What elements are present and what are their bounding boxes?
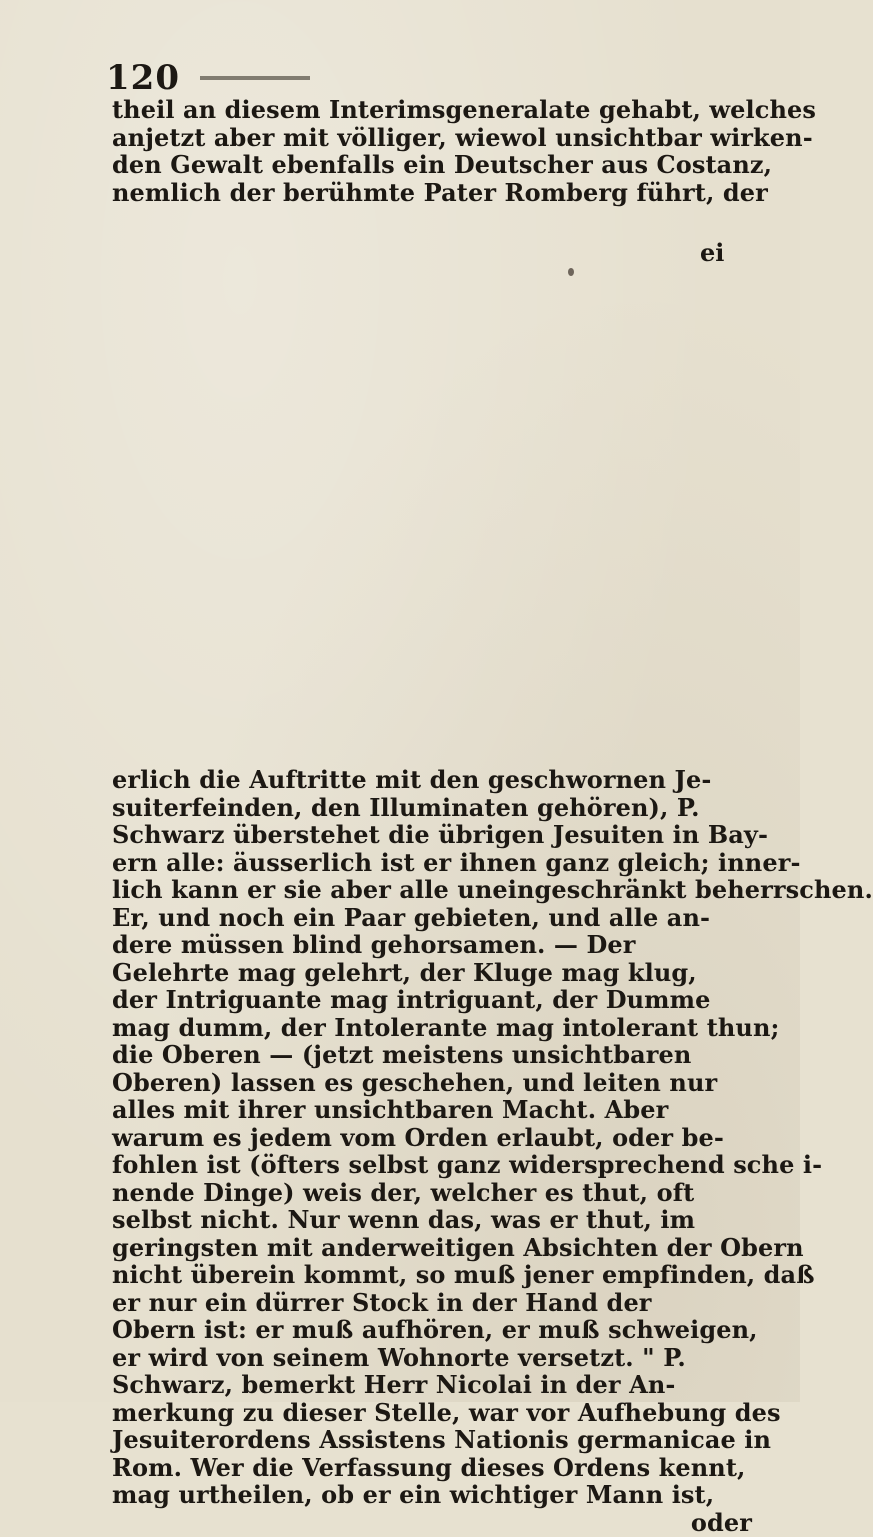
text-line: nende Dinge) weis der, welcher es thut, oft xyxy=(112,1177,695,1207)
text-line: fohlen ist (öfters selbst ganz widersprechend sche i- xyxy=(112,1150,823,1179)
text-line: der Intriguante mag intriguant, der Dumme xyxy=(112,985,711,1014)
text-line: oder xyxy=(690,1507,752,1537)
text-line: ern alle: äusserlich ist er ihnen ganz gleich; inner- xyxy=(112,847,801,877)
catchword: ei xyxy=(700,238,725,267)
text-line: merkung zu dieser Stelle, war vor Aufhebung des xyxy=(112,1397,781,1427)
text-line: den Gewalt ebenfalls ein Deutscher aus Costanz, xyxy=(112,150,773,179)
top-paragraph xyxy=(112,95,817,207)
text-line: er nur ein dürrer Stock in der Hand der xyxy=(112,1287,652,1317)
text-line: lich kann er sie aber alle uneingeschränkt beherrschen. xyxy=(112,875,873,904)
text-line: Gelehrte mag gelehrt, der Kluge mag klug, xyxy=(112,957,697,987)
main-paragraph xyxy=(112,765,873,1537)
text-line: Oberen) lassen es geschehen, und leiten nur xyxy=(112,1067,718,1097)
text-line: Er, und noch ein Paar gebieten, und alle an- xyxy=(112,902,711,932)
text-line: selbst nicht. Nur wenn das, was er thut, im xyxy=(112,1205,696,1234)
text-line: erlich die Auftritte mit den geschwornen Je- xyxy=(112,765,712,794)
printer-mark xyxy=(568,268,574,276)
text-line: Schwarz überstehet die übrigen Jesuiten in Bay- xyxy=(112,820,769,849)
text-line: suiterfeinden, den Illuminaten gehören), P. xyxy=(112,792,700,822)
text-line: mag dumm, der Intolerante mag intolerant thun; xyxy=(112,1012,780,1042)
text-line: theil an diesem Interimsgeneralate gehabt, welches xyxy=(112,95,817,124)
text-line: er wird von seinem Wohnorte versetzt. " P. xyxy=(112,1342,686,1372)
text-line: Rom. Wer die Verfassung dieses Ordens kennt, xyxy=(112,1452,746,1482)
text-line: geringsten mit anderweitigen Absichten der Obern xyxy=(112,1232,804,1262)
text-line: warum es jedem vom Orden erlaubt, oder be- xyxy=(112,1122,724,1152)
text-line: anjetzt aber mit völliger, wiewol unsichtbar wirken- xyxy=(112,122,813,152)
text-line: dere müssen blind gehorsamen. — Der xyxy=(112,930,636,959)
text-line: die Oberen — (jetzt meistens unsichtbaren xyxy=(112,1040,692,1069)
header-rule xyxy=(200,76,310,80)
text-line: mag urtheilen, ob er ein wichtiger Mann ist, xyxy=(112,1480,715,1509)
text-line: nemlich der berühmte Pater Romberg führt, der xyxy=(112,177,768,207)
page-number: 120 xyxy=(106,58,180,98)
text-line: nicht überein kommt, so muß jener empfinden, daß xyxy=(112,1260,815,1289)
text-line: Jesuiterordens Assistens Nationis germanicae in xyxy=(112,1425,772,1454)
text-line: alles mit ihrer unsichtbaren Macht. Aber xyxy=(112,1095,669,1124)
text-line: Schwarz, bemerkt Herr Nicolai in der An- xyxy=(112,1370,676,1399)
text-line: Obern ist: er muß aufhören, er muß schweigen, xyxy=(112,1315,758,1344)
